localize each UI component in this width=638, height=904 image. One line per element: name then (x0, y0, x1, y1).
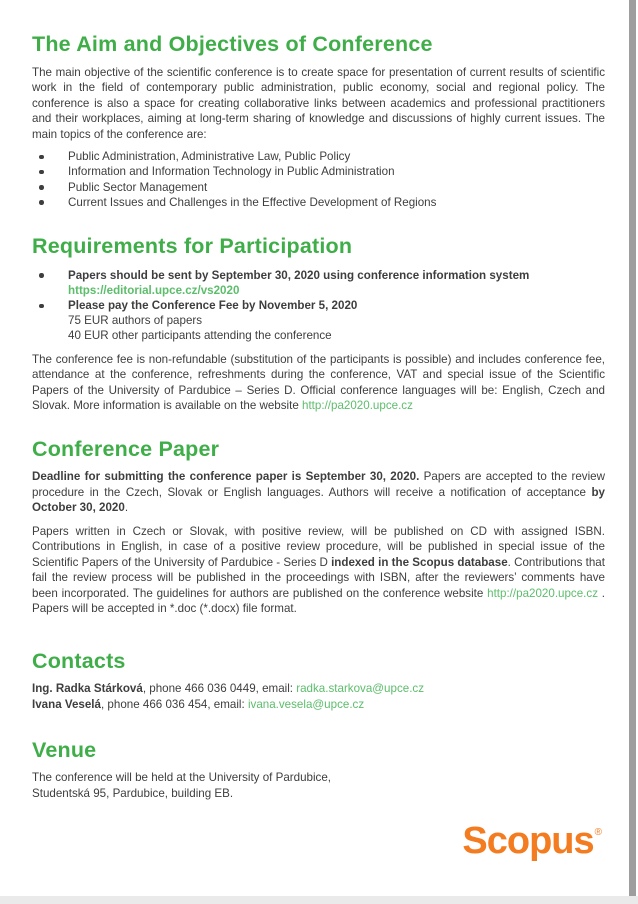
topic-item (32, 164, 605, 179)
topic-item (32, 195, 605, 210)
venue-line: The conference will be held at the University of Pardubice, (32, 771, 332, 785)
contact-email-link[interactable]: ivana.vesela@upce.cz (247, 697, 365, 711)
venue-title: Venue (32, 737, 97, 762)
requirement-text: Papers should be sent by September 30, 2020 using conference information system (68, 268, 530, 282)
file-format-text: . Papers will be accepted in *.doc (*.docx) file format. (32, 586, 606, 616)
bullet-icon (39, 155, 44, 160)
contact-name: Ivana Veselá (32, 697, 101, 711)
topic-label: Current Issues and Challenges in the Effective Development of Regions (68, 195, 437, 209)
contacts-title: Contacts (32, 648, 126, 673)
fee-participants-line: 40 EUR other participants attending the conference (68, 329, 332, 343)
requirement-item (32, 298, 605, 313)
review-procedure-text: Papers are accepted to the review procedure in the Czech, Slovak or English languages. Authors will receive a notification of acceptance (32, 470, 605, 499)
aim-intro-paragraph: The main objective of the scientific conference is to create space for presentation of current results of scientific work in the field of contemporary public administration, public economy, social and regional policy. The conference is also a space for creating collaborative links between academics and professional practitioners and their workplaces, aiming at long-term sharing of knowledge and discussions of highly current issues. The main topics of the conference are: (32, 65, 605, 141)
fee-paragraph (32, 352, 605, 414)
editorial-system-link[interactable]: https://editorial.upce.cz/vs2020 (68, 283, 240, 297)
topic-label: Public Sector Management (68, 180, 208, 194)
contact-row (32, 697, 605, 713)
bullet-icon (39, 304, 44, 309)
guidelines-text: . Contributions that fail the review process will be published in the proceedings with ISBN, after the reviewers’ comments have been incorporated. The guidelines for authors are published on the conference website (32, 555, 605, 600)
section-contacts (32, 650, 605, 713)
paper-deadline-paragraph (32, 469, 605, 516)
topics-list (32, 149, 605, 210)
page-bottom-gutter (0, 896, 638, 904)
conference-website-link[interactable]: http://pa2020.upce.cz (487, 586, 598, 600)
requirement-item (32, 268, 605, 298)
aim-title: The Aim and Objectives of Conference (32, 32, 433, 56)
sentence-period: . (124, 501, 129, 515)
registered-mark-icon: ® (594, 827, 602, 838)
fee-paragraph-text: The conference fee is non-refundable (substitution of the participants is possible) and includes conference fee, attendance at the conference, refreshments during the conference, VAT and special issue of the Scientific Papers of the University of Pardubice – Series D. Official conference languages will be: English, Czech and Slovak. More information is available on the website (32, 352, 605, 413)
contact-lines (32, 681, 605, 712)
contact-phone-text: , phone 466 036 454, email: (100, 697, 248, 711)
section-requirements (32, 235, 605, 414)
topic-item (32, 149, 605, 164)
scopus-logo (462, 820, 602, 863)
bullet-icon (39, 170, 44, 175)
requirement-text: Please pay the Conference Fee by November 5, 2020 (68, 299, 358, 312)
requirements-title: Requirements for Participation (32, 233, 353, 258)
deadline-bold-text: Deadline for submitting the conference paper is September 30, 2020. (32, 470, 420, 484)
bullet-icon (39, 200, 44, 205)
venue-lines (32, 770, 605, 801)
paper-publication-paragraph (32, 524, 605, 617)
venue-line: Studentská 95, Pardubice, building EB. (32, 786, 234, 800)
section-aim (32, 33, 605, 210)
contact-name: Ing. Radka Stárková (32, 682, 143, 696)
conference-website-link[interactable]: http://pa2020.upce.cz (302, 399, 413, 413)
contact-row (32, 681, 605, 697)
topic-label: Public Administration, Administrative Law, Public Policy (68, 150, 351, 164)
bullet-icon (39, 185, 44, 190)
acceptance-date-bold: by October 30, 2020 (32, 485, 605, 515)
scopus-indexed-bold: indexed in the Scopus database (331, 555, 508, 569)
contact-phone-text: , phone 466 036 0449, email: (142, 682, 297, 696)
scopus-logo-text: Scopus (462, 820, 594, 862)
topic-item (32, 180, 605, 195)
topic-label: Information and Information Technology in Public Administration (68, 165, 395, 179)
section-conference-paper (32, 438, 605, 617)
publication-text: Papers written in Czech or Slovak, with positive review, will be published on CD with assigned ISBN. Contributions in English, in case of a positive review procedure, will be published in special issue of the Scientific Papers of the University of Pardubice - Series D (32, 524, 605, 569)
vertical-scrollbar[interactable] (629, 0, 636, 896)
fee-authors-line: 75 EUR authors of papers (68, 314, 203, 328)
conference-paper-title: Conference Paper (32, 436, 220, 461)
bullet-icon (39, 273, 44, 278)
requirements-list (32, 268, 605, 314)
section-venue (32, 739, 605, 802)
contact-email-link[interactable]: radka.starkova@upce.cz (296, 682, 425, 696)
